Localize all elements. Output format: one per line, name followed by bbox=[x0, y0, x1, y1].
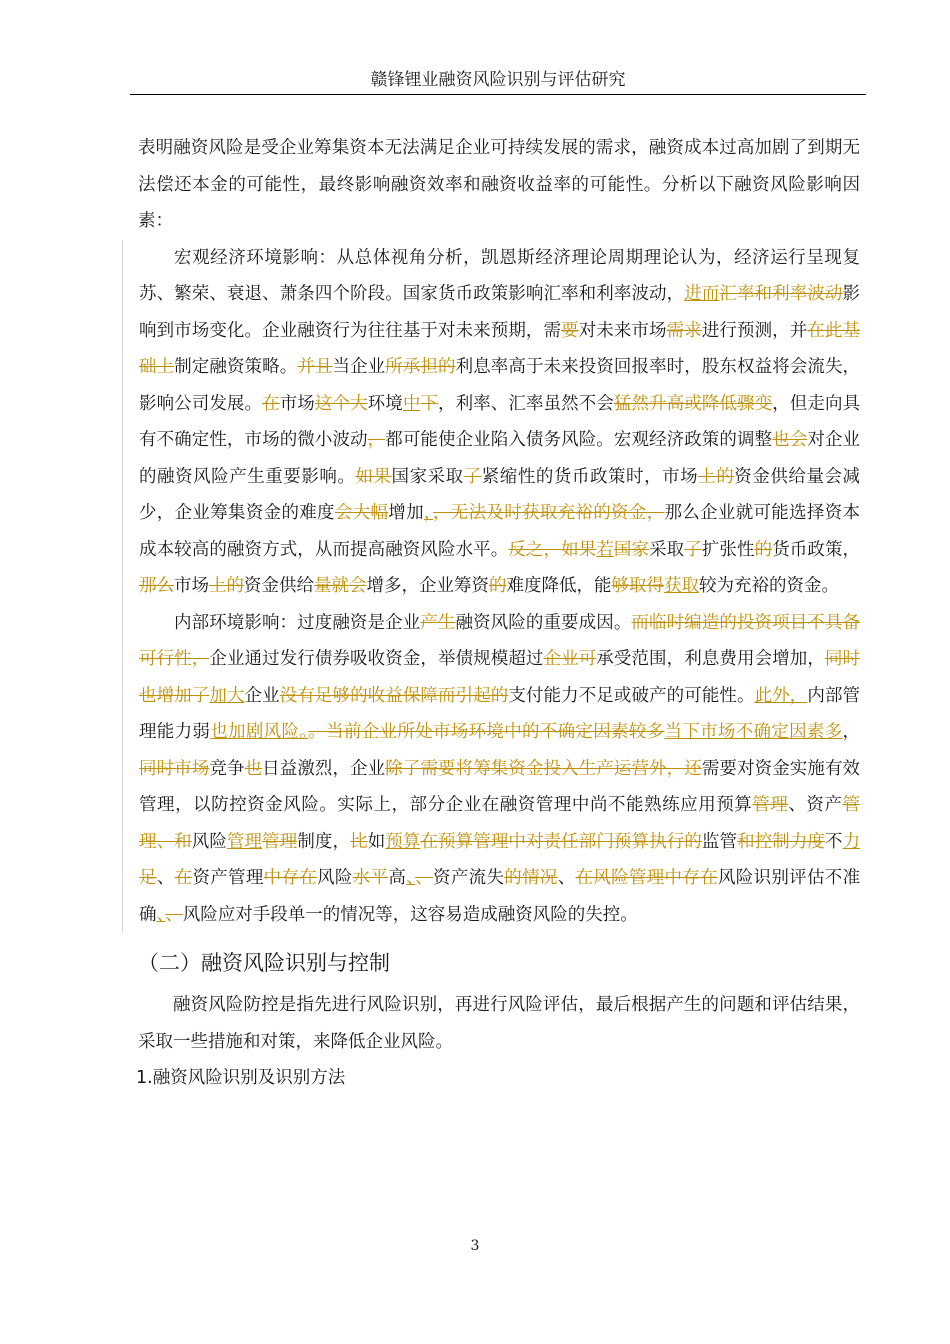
tracked-deletion: 需求 bbox=[666, 320, 702, 341]
tracked-deletion: 产生 bbox=[420, 612, 456, 633]
text-run: 制度， bbox=[297, 831, 351, 852]
tracked-deletion: 国家 bbox=[613, 539, 650, 560]
tracked-deletion: 所承担的 bbox=[385, 357, 456, 377]
tracked-deletion: 这个大 bbox=[314, 393, 368, 414]
tracked-deletion: 了 bbox=[684, 539, 702, 560]
tracked-insertion: 力 bbox=[842, 831, 861, 852]
subsection-heading: 1.融资风险识别及识别方法 bbox=[136, 1068, 346, 1088]
page-header bbox=[130, 66, 866, 95]
text-run: 、资产 bbox=[788, 795, 843, 815]
text-run: 风险应对手段单一的情况等，这容易造成融资风险的失控。 bbox=[182, 904, 638, 925]
text-run: 风险 bbox=[191, 831, 227, 852]
tracked-deletion: 管理 bbox=[262, 831, 298, 852]
text-run: 日益激烈，企业 bbox=[262, 758, 386, 779]
tracked-deletion: ，无法及时获取充裕的资金， bbox=[432, 503, 665, 523]
text-run: 利息率高于未来投资回报率时，股东权益将会流失，影响公司发展。 bbox=[139, 357, 861, 414]
tracked-deletion: 和控制力度 bbox=[737, 831, 825, 852]
tracked-deletion: 。当前企业所处市场环境中的不确定因素较多 bbox=[308, 722, 665, 742]
tracked-deletion: 猛然升高或降低骤变 bbox=[613, 393, 773, 414]
tracked-insertion: 当下市场不确定因素多 bbox=[664, 722, 843, 742]
document-body bbox=[138, 130, 860, 1096]
tracked-deletion: 、 bbox=[415, 868, 434, 888]
tracked-deletion: 企业可 bbox=[543, 649, 597, 669]
paragraph-risk-control bbox=[138, 987, 860, 1060]
tracked-deletion: 在风险管理中存在 bbox=[575, 868, 718, 888]
text-run: 内部环境影响：过度融资是企业 bbox=[174, 612, 421, 633]
tracked-deletion: 的情况 bbox=[504, 868, 558, 888]
tracked-deletion: 同时也增加了 bbox=[139, 649, 861, 706]
text-run: 增加 bbox=[388, 503, 424, 523]
text-run: 承受范围，利息费用会增加， bbox=[596, 649, 825, 669]
text-run: 高 bbox=[388, 868, 407, 888]
tracked-deletion: 也 bbox=[244, 758, 263, 779]
tracked-deletion: 上的 bbox=[698, 466, 735, 487]
tracked-deletion: 中存在 bbox=[263, 868, 318, 888]
text-run: 融资风险防控是指先进行风险识别，再进行风险评估，最后根据产生的问题和评估结果，采取一些措施和对策，来降低企业风险。 bbox=[138, 995, 860, 1052]
text-run: 企业 bbox=[244, 685, 280, 706]
text-run: 资金供给 bbox=[244, 576, 314, 596]
tracked-insertion: ， bbox=[423, 503, 433, 523]
text-run: 增多，企业筹资 bbox=[366, 576, 489, 596]
page-number: 3 bbox=[470, 1238, 480, 1254]
tracked-deletion: 同时市场 bbox=[139, 758, 210, 779]
text-run: 不 bbox=[825, 831, 843, 852]
text-run: 资产管理 bbox=[192, 868, 264, 888]
tracked-deletion: 那么 bbox=[139, 576, 174, 596]
text-run: 监管 bbox=[701, 831, 738, 852]
tracked-insertion: 也加剧风险。 bbox=[210, 722, 309, 742]
tracked-deletion: 比 bbox=[350, 831, 368, 852]
text-run: 货币政策， bbox=[772, 539, 861, 560]
paragraph-internal-environment bbox=[122, 605, 860, 934]
text-run: 资金供给量会减少，企业筹集资金的难度 bbox=[139, 466, 861, 523]
text-run: 对未来市场 bbox=[578, 320, 667, 341]
tracked-deletion: 管理、和 bbox=[139, 795, 861, 852]
tracked-insertion: 管理 bbox=[226, 831, 263, 852]
tracked-deletion: 汇率和利率波动 bbox=[719, 284, 843, 304]
text-run: 当企业 bbox=[332, 357, 386, 377]
tracked-deletion: 管理 bbox=[752, 795, 789, 815]
tracked-insertion: 加大 bbox=[209, 685, 245, 706]
text-run: 内部管理能力弱 bbox=[139, 685, 861, 742]
tracked-deletion: 上的 bbox=[209, 576, 244, 596]
tracked-insertion: 中 bbox=[402, 393, 421, 414]
text-run: 对企业的融资风险产生重要影响。 bbox=[139, 430, 861, 487]
text-run: 风险识别评估不准确 bbox=[139, 868, 861, 925]
tracked-deletion: 没有足够的收益保障而引起的 bbox=[279, 685, 509, 706]
tracked-insertion: 进而 bbox=[684, 284, 720, 304]
text-run: ，利率、汇率虽然不会 bbox=[438, 393, 614, 414]
text-run: ， bbox=[842, 722, 861, 742]
text-run: 进行预测，并 bbox=[701, 320, 808, 341]
text-run: 市场 bbox=[279, 393, 315, 414]
text-run: 环境 bbox=[367, 393, 403, 414]
text-run: 影响到市场变化。企业融资行为往往基于对未来预期，需 bbox=[139, 284, 861, 341]
text-run: 需要对资金实施有效管理，以防控资金风险。实际上，部分企业在融资管理中尚不能熟练应用预算 bbox=[139, 758, 861, 815]
tracked-insertion: 、 bbox=[406, 868, 416, 888]
tracked-deletion: 也会 bbox=[772, 430, 808, 450]
text-run: 难度降低，能 bbox=[506, 576, 612, 596]
tracked-deletion: 如果 bbox=[355, 466, 392, 487]
tracked-deletion: 在 bbox=[174, 868, 193, 888]
text-run: 紧缩性的货币政策时，市场 bbox=[481, 466, 699, 487]
tracked-deletion: 在预算管理中对责任部门预算执行的 bbox=[420, 831, 702, 852]
tracked-insertion: 预算 bbox=[385, 831, 421, 852]
tracked-insertion: 若 bbox=[596, 539, 614, 560]
text-run: 如 bbox=[367, 831, 386, 852]
tracked-deletion: ， bbox=[367, 430, 386, 450]
tracked-deletion: 了 bbox=[463, 466, 482, 487]
text-run: 企业通过发行债券吸收资金，举债规模超过 bbox=[209, 649, 544, 669]
tracked-deletion: 反之，如果 bbox=[508, 539, 597, 560]
text-run: 扩张性 bbox=[701, 539, 755, 560]
text-run: 风险 bbox=[317, 868, 353, 888]
tracked-insertion: 此外， bbox=[754, 685, 808, 706]
tracked-deletion: 的 bbox=[754, 539, 773, 560]
tracked-deletion: 足 bbox=[139, 868, 157, 888]
text-run: 融资风险的重要成因。 bbox=[455, 612, 632, 633]
tracked-deletion: 水平 bbox=[352, 868, 389, 888]
text-run: 、 bbox=[557, 868, 576, 888]
tracked-deletion: 在 bbox=[262, 393, 280, 414]
text-run: 资产流失 bbox=[433, 868, 505, 888]
text-run: 国家采取 bbox=[391, 466, 464, 487]
header-title: 赣锋锂业融资风险识别与评估研究 bbox=[370, 70, 626, 90]
tracked-deletion: 要 bbox=[561, 320, 579, 341]
tracked-insertion: 获取 bbox=[664, 576, 699, 596]
text-run: 采取 bbox=[649, 539, 685, 560]
section-heading: （二）融资风险识别与控制 bbox=[138, 951, 390, 975]
paragraph-macro-environment bbox=[122, 240, 860, 605]
tracked-deletion: 并且 bbox=[297, 357, 333, 377]
text-run: 较为充裕的资金。 bbox=[699, 576, 839, 596]
text-run: 宏观经济环境影响：从总体视角分析，凯恩斯经济理论周期理论认为，经济运行呈现复苏、繁荣、衰退、萧条四个阶段。国家货币政策影响汇率和利率波动， bbox=[139, 247, 860, 304]
text-run: 那么企业就可能选择资本成本较高的融资方式，从而提高融资风险水平。 bbox=[139, 503, 861, 560]
text-run: 制定融资策略。 bbox=[174, 357, 298, 377]
tracked-deletion: 在此基础上 bbox=[139, 320, 861, 377]
paragraph-intro bbox=[138, 130, 860, 240]
tracked-deletion: 而临时编造的投资项目不具备可行性， bbox=[139, 612, 861, 669]
tracked-deletion: 、 bbox=[165, 904, 183, 925]
tracked-deletion: 够取得 bbox=[611, 576, 664, 596]
text-run: 都可能使企业陷入债务风险。宏观经济政策的调整 bbox=[385, 430, 773, 450]
tracked-deletion: 会大幅 bbox=[334, 503, 389, 523]
text-run: 、 bbox=[156, 868, 175, 888]
text-run: ，但走向具有不确定性，市场的微小波动 bbox=[139, 393, 861, 450]
text-run: 支付能力不足或破产的可能性。 bbox=[508, 685, 755, 706]
text-run: 表明融资风险是受企业筹集资本无法满足企业可持续发展的需求，融资成本过高加剧了到期无法偿还本金的可能性，最终影响融资效率和融资收益率的可能性。分析以下融资风险影响因素： bbox=[138, 138, 860, 231]
text-run: 市场 bbox=[174, 576, 209, 596]
tracked-deletion: 的 bbox=[489, 576, 507, 596]
text-run: 竞争 bbox=[209, 758, 245, 779]
tracked-deletion: 下 bbox=[420, 393, 439, 414]
tracked-deletion: 除了需要将筹集资金投入生产运营外，还 bbox=[385, 758, 702, 779]
tracked-insertion: 、 bbox=[156, 904, 166, 925]
tracked-deletion: 量就会 bbox=[314, 576, 367, 596]
